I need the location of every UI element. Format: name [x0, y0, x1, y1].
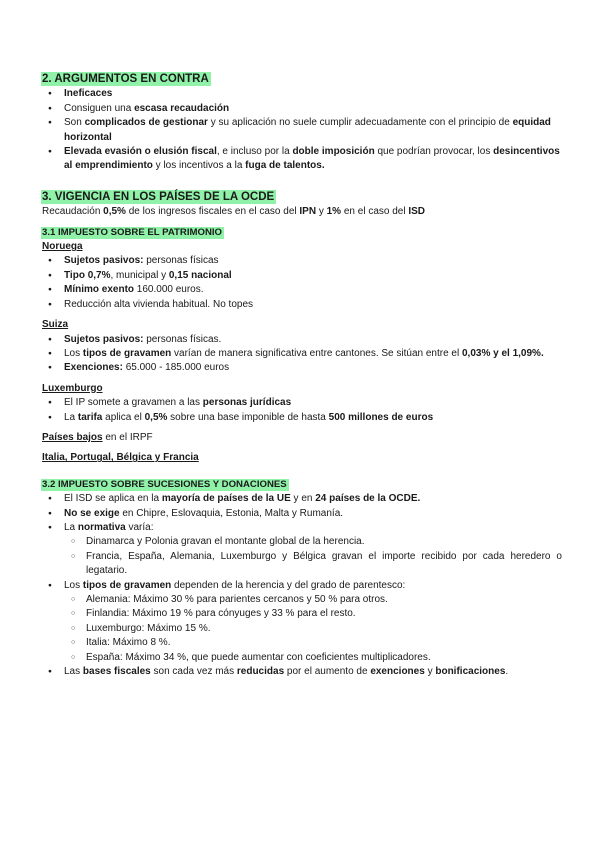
list-item — [42, 102, 562, 116]
list-item — [42, 507, 562, 521]
text-run: y en — [290, 493, 316, 505]
text-run: . — [505, 666, 509, 678]
text-run: La — [64, 521, 78, 533]
text-run: por el aumento de — [284, 666, 371, 678]
text-run: 0,15 nacional — [168, 269, 232, 281]
text-run: de los ingresos fiscales en el caso del — [125, 206, 300, 218]
text-run: personas físicas. — [143, 333, 222, 345]
text-run: ISD — [408, 206, 426, 218]
text-run: Recaudación — [42, 206, 104, 218]
text-run: España: Máximo 34 %, que puede aumentar con coeficientes multiplicadores. — [86, 651, 431, 663]
text-run: No se exige — [64, 507, 120, 519]
text-run: Francia, España, Alemania, Luxemburgo y Bélgica gravan el importe recibido por cada heredero o legatario. — [86, 550, 562, 577]
sub-list — [64, 535, 562, 578]
text-run: Tipo 0,7% — [64, 269, 111, 281]
list-item — [42, 269, 562, 283]
text-run: tipos de gravamen — [82, 579, 172, 591]
text-run: y su aplicación no suele cumplir adecuadamente con el principio de — [207, 117, 513, 129]
text-run: Son — [64, 117, 85, 129]
list-item — [42, 333, 562, 347]
text-run: varía: — [125, 521, 154, 533]
text-run: y los incentivos a la — [152, 160, 246, 172]
section-2-heading: 2. ARGUMENTOS EN CONTRA — [42, 73, 209, 85]
text-run: Elevada evasión o elusión fiscal — [64, 146, 217, 158]
text-run: sobre una base imponible de hasta — [167, 411, 329, 423]
section-3-heading: 3. VIGENCIA EN LOS PAÍSES DE LA OCDE — [42, 190, 275, 203]
text-run: dependen de la herencia y del grado de parentesco: — [171, 579, 406, 591]
text-run: son cada vez más — [150, 666, 237, 678]
list-item — [42, 492, 562, 506]
luxemburgo-list — [42, 396, 562, 425]
text-run: 0,5% — [103, 206, 126, 218]
text-run: , municipal y — [110, 269, 169, 281]
text-run: 65.000 - 185.000 euros — [122, 362, 230, 374]
paises-bajos-line — [42, 431, 562, 445]
country-noruega-label: Noruega — [42, 241, 83, 253]
text-run: en el caso del — [341, 206, 409, 218]
text-run: , e incluso por la — [216, 146, 293, 158]
sub-list-item — [42, 607, 562, 621]
text-run: normativa — [77, 521, 126, 533]
oecd-revenue-intro — [42, 205, 562, 219]
text-run: 0,03% y el 1,09%. — [462, 347, 544, 359]
text-run: Ineficaces — [64, 88, 113, 100]
list-item — [42, 521, 562, 579]
text-run: 160.000 euros. — [134, 284, 204, 296]
text-run: personas jurídicas — [202, 397, 292, 409]
document-page — [42, 72, 562, 679]
text-run: en Chipre, Eslovaquia, Estonia, Malta y Rumanía. — [119, 507, 344, 519]
text-run: tipos de gravamen — [82, 347, 172, 359]
text-run: Exenciones: — [64, 362, 123, 374]
text-run: Finlandia: Máximo 19 % para cónyuges y 33 % para el resto. — [86, 608, 356, 620]
list-item — [42, 411, 562, 425]
list-item — [42, 145, 562, 174]
sub-list-item — [42, 622, 562, 636]
list-item — [42, 116, 562, 145]
list-item — [42, 283, 562, 297]
text-run: IPN — [299, 206, 317, 218]
sub-list-item — [42, 593, 562, 607]
text-run: Los — [64, 579, 83, 591]
list-item — [42, 87, 562, 101]
text-run: y — [316, 206, 327, 218]
text-run: Los — [64, 347, 83, 359]
text-run: Mínimo exento — [64, 284, 135, 296]
text-run: Las — [64, 666, 83, 678]
suiza-list — [42, 333, 562, 376]
text-run: aplica el — [102, 411, 145, 423]
section-3-2-heading: 3.2 IMPUESTO SOBRE SUCESIONES Y DONACIONES — [42, 478, 287, 490]
text-run: escasa recaudación — [134, 102, 230, 114]
text-run: El ISD se aplica en la — [64, 493, 162, 505]
isd-list — [42, 492, 562, 679]
text-run: Sujetos pasivos: — [64, 333, 144, 345]
text-run: 24 países de la OCDE. — [315, 493, 421, 505]
paises-bajos-text: en el IRPF — [102, 431, 153, 443]
text-run: desincentivos al emprendimiento — [64, 146, 560, 172]
sub-list — [64, 593, 562, 665]
text-run: personas físicas — [143, 255, 219, 267]
arguments-against-list — [42, 87, 562, 173]
sub-list-item — [42, 636, 562, 650]
country-paises-bajos-label: Países bajos — [42, 431, 103, 443]
list-item — [42, 298, 562, 312]
text-run: reducidas — [236, 666, 285, 678]
text-run: complicados de gestionar — [84, 117, 208, 129]
text-run: Consiguen una — [64, 102, 135, 114]
text-run: Luxemburgo: Máximo 15 %. — [86, 622, 211, 634]
list-item — [42, 396, 562, 410]
list-item — [42, 347, 562, 361]
text-run: 1% — [326, 206, 342, 218]
text-run: bases fiscales — [82, 666, 151, 678]
text-run: mayoría de países de la UE — [161, 493, 291, 505]
noruega-list — [42, 254, 562, 312]
text-run: El IP somete a gravamen a las — [64, 397, 203, 409]
text-run: doble imposición — [292, 146, 375, 158]
text-run: equidad horizontal — [64, 117, 551, 143]
text-run: Alemania: Máximo 30 % para parientes cercanos y 50 % para otros. — [86, 594, 388, 605]
list-item — [42, 361, 562, 375]
text-run: 500 millones de euros — [328, 411, 434, 423]
text-run: Dinamarca y Polonia gravan el montante global de la herencia. — [86, 536, 365, 548]
text-run: Sujetos pasivos: — [64, 255, 144, 267]
text-run: 0,5% — [144, 411, 168, 423]
text-run: varían de manera significativa entre cantones. Se sitúan entre el — [171, 347, 462, 359]
country-suiza-label: Suiza — [42, 319, 69, 331]
list-item — [42, 579, 562, 665]
text-run: fuga de talentos. — [245, 160, 325, 172]
text-run: Italia: Máximo 8 %. — [86, 637, 171, 649]
country-luxemburgo-label: Luxemburgo — [42, 382, 103, 394]
text-run: La — [64, 411, 78, 423]
section-3-1-heading: 3.1 IMPUESTO SOBRE EL PATRIMONIO — [42, 226, 222, 238]
text-run: bonificaciones — [435, 666, 506, 678]
sub-list-item — [42, 651, 562, 665]
sub-list-item — [42, 550, 562, 579]
text-run: que podrían provocar, los — [374, 146, 494, 158]
text-run: Reducción alta vivienda habitual. No topes — [64, 298, 254, 310]
text-run: tarifa — [77, 411, 103, 423]
list-item — [42, 254, 562, 268]
sub-list-item — [42, 535, 562, 549]
list-item — [42, 665, 562, 679]
other-countries-label: Italia, Portugal, Bélgica y Francia — [42, 452, 199, 464]
text-run: exenciones — [370, 666, 425, 678]
text-run: y — [424, 666, 436, 678]
